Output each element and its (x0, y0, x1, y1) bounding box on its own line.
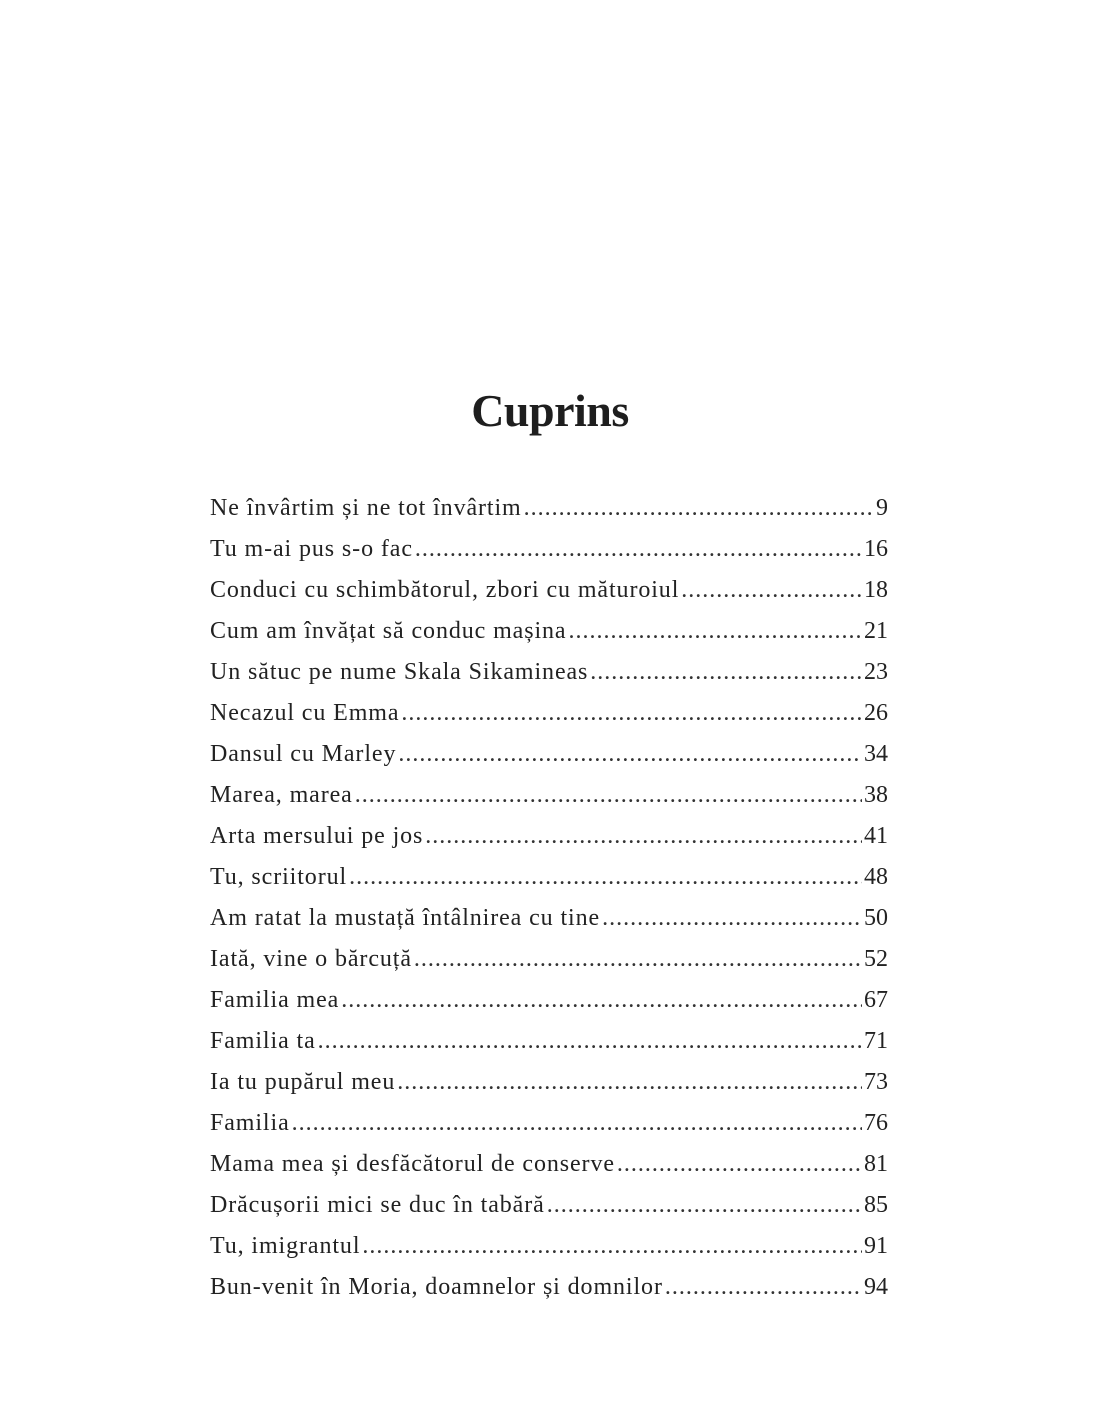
toc-entry-title: Conduci cu schimbătorul, zbori cu măturoiul (210, 577, 680, 603)
dot-leader (349, 857, 862, 898)
toc-entry-page: 21 (864, 618, 888, 644)
dot-leader (617, 1144, 862, 1185)
page-title: Cuprins (471, 384, 629, 436)
toc-entry-page: 26 (864, 700, 888, 726)
toc-entry-page: 48 (864, 864, 888, 890)
toc-entry-title: Bun-venit în Moria, doamnelor și domnilor (210, 1274, 663, 1300)
toc-entry[interactable] (210, 1021, 888, 1062)
dot-leader (568, 611, 862, 652)
toc-entry[interactable] (210, 611, 888, 652)
toc-entry-title: Iată, vine o bărcuță (210, 946, 412, 972)
toc-entry-title: Dansul cu Marley (210, 741, 397, 767)
dot-leader (590, 652, 862, 693)
toc-entry[interactable] (210, 693, 888, 734)
dot-leader (292, 1103, 862, 1144)
toc-entry-title: Mama mea și desfăcătorul de conserve (210, 1151, 615, 1177)
toc-entry[interactable] (210, 939, 888, 980)
toc-entry-page: 67 (864, 987, 888, 1013)
toc-entry-title: Tu m-ai pus s-o fac (210, 536, 413, 562)
toc-entry[interactable] (210, 1226, 888, 1267)
toc-entry-title: Necazul cu Emma (210, 700, 400, 726)
toc-entry[interactable] (210, 1062, 888, 1103)
dot-leader (341, 980, 862, 1021)
toc-entry-page: 76 (864, 1110, 888, 1136)
toc-entry[interactable] (210, 488, 888, 529)
toc-entry-page: 85 (864, 1192, 888, 1218)
toc-entry-page: 71 (864, 1028, 888, 1054)
dot-leader (355, 775, 862, 816)
toc-entry-page: 94 (864, 1274, 888, 1300)
toc-entry-page: 23 (864, 659, 888, 685)
toc-entry[interactable] (210, 570, 888, 611)
dot-leader (602, 898, 862, 939)
toc-entry-page: 41 (864, 823, 888, 849)
dot-leader (524, 488, 874, 529)
toc-entry-title: Cum am învățat să conduc mașina (210, 618, 567, 644)
toc-entry-title: Tu, imigrantul (210, 1233, 361, 1259)
toc-entry[interactable] (210, 734, 888, 775)
toc-entry-page: 38 (864, 782, 888, 808)
toc-entry[interactable] (210, 980, 888, 1021)
toc-entry-page: 9 (876, 495, 888, 521)
toc-entry[interactable] (210, 1103, 888, 1144)
toc-entry-title: Familia mea (210, 987, 340, 1013)
toc-entry[interactable] (210, 775, 888, 816)
toc-entry-page: 73 (864, 1069, 888, 1095)
toc-entry-page: 18 (864, 577, 888, 603)
table-of-contents (210, 488, 888, 1308)
toc-entry-title: Un sătuc pe nume Skala Sikamineas (210, 659, 589, 685)
dot-leader (665, 1267, 862, 1308)
dot-leader (547, 1185, 862, 1226)
dot-leader (398, 734, 862, 775)
toc-entry-title: Ia tu pupărul meu (210, 1069, 396, 1095)
toc-entry[interactable] (210, 1144, 888, 1185)
toc-entry-title: Familia (210, 1110, 290, 1136)
toc-entry-title: Familia ta (210, 1028, 316, 1054)
dot-leader (362, 1226, 862, 1267)
toc-entry-page: 81 (864, 1151, 888, 1177)
toc-entry-title: Marea, marea (210, 782, 353, 808)
dot-leader (425, 816, 862, 857)
dot-leader (318, 1021, 862, 1062)
dot-leader (681, 570, 862, 611)
toc-entry[interactable] (210, 816, 888, 857)
toc-entry-title: Am ratat la mustață întâlnirea cu tine (210, 905, 601, 931)
toc-entry[interactable] (210, 1267, 888, 1308)
toc-entry-page: 34 (864, 741, 888, 767)
dot-leader (414, 939, 862, 980)
toc-entry-page: 91 (864, 1233, 888, 1259)
toc-entry[interactable] (210, 857, 888, 898)
toc-entry-title: Ne învârtim și ne tot învârtim (210, 495, 522, 521)
toc-entry[interactable] (210, 1185, 888, 1226)
toc-entry[interactable] (210, 898, 888, 939)
dot-leader (415, 529, 862, 570)
toc-entry-title: Arta mersului pe jos (210, 823, 424, 849)
toc-entry-title: Drăcușorii mici se duc în tabără (210, 1192, 545, 1218)
toc-entry-page: 16 (864, 536, 888, 562)
toc-entry-title: Tu, scriitorul (210, 864, 348, 890)
toc-entry-page: 52 (864, 946, 888, 972)
dot-leader (397, 1062, 862, 1103)
toc-entry[interactable] (210, 652, 888, 693)
dot-leader (401, 693, 862, 734)
toc-entry[interactable] (210, 529, 888, 570)
toc-entry-page: 50 (864, 905, 888, 931)
